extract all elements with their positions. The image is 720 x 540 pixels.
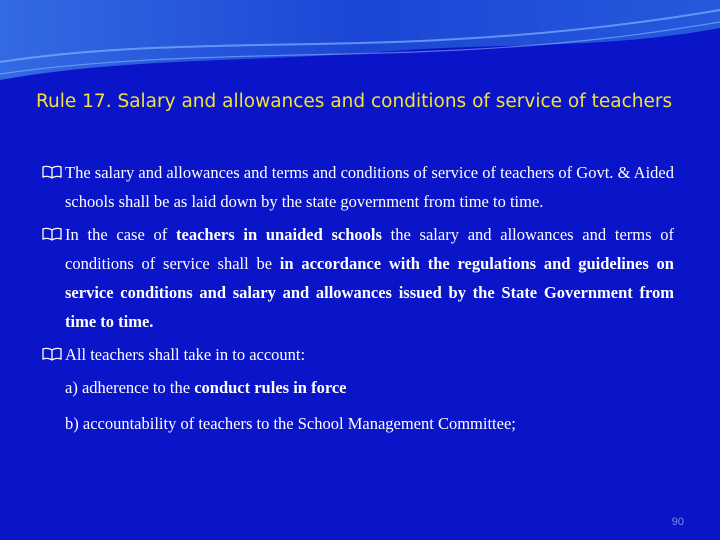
bullet-bold-text: teachers in unaided schools xyxy=(176,225,382,244)
bullet-text: All teachers shall take in to account: xyxy=(65,345,306,364)
bullet-item xyxy=(42,158,674,216)
bullet-item xyxy=(42,220,674,336)
book-bullet-icon xyxy=(42,346,62,362)
header-swoosh-decoration xyxy=(0,0,720,90)
book-bullet-icon xyxy=(42,226,62,242)
bullet-item xyxy=(42,340,674,369)
slide-content xyxy=(42,158,674,445)
bullet-text: In the case of xyxy=(65,225,176,244)
bullet-text: The salary and allowances and terms and conditions of service of teachers of Govt. & Aided schools shall be as laid down by the state government from time to time. xyxy=(65,163,674,211)
slide-number: 90 xyxy=(671,516,684,528)
sub-item-bold-text: conduct rules in force xyxy=(194,378,347,397)
slide-title: Rule 17. Salary and allowances and conditions of service of teachers xyxy=(36,91,673,112)
book-bullet-icon xyxy=(42,164,62,180)
bullet-bold-text: in accordance with the regulations and guidelines on service conditions and salary and allowances issued by the State Government from time to time. xyxy=(65,254,674,331)
sub-item-text: b) accountability of teachers to the School Management Committee; xyxy=(65,414,516,433)
sub-item-text: a) adherence to the xyxy=(65,378,195,397)
sub-item xyxy=(65,373,674,402)
sub-item xyxy=(65,409,674,438)
bullet-text: the salary and allowances and terms of conditions of service shall be xyxy=(65,225,675,273)
